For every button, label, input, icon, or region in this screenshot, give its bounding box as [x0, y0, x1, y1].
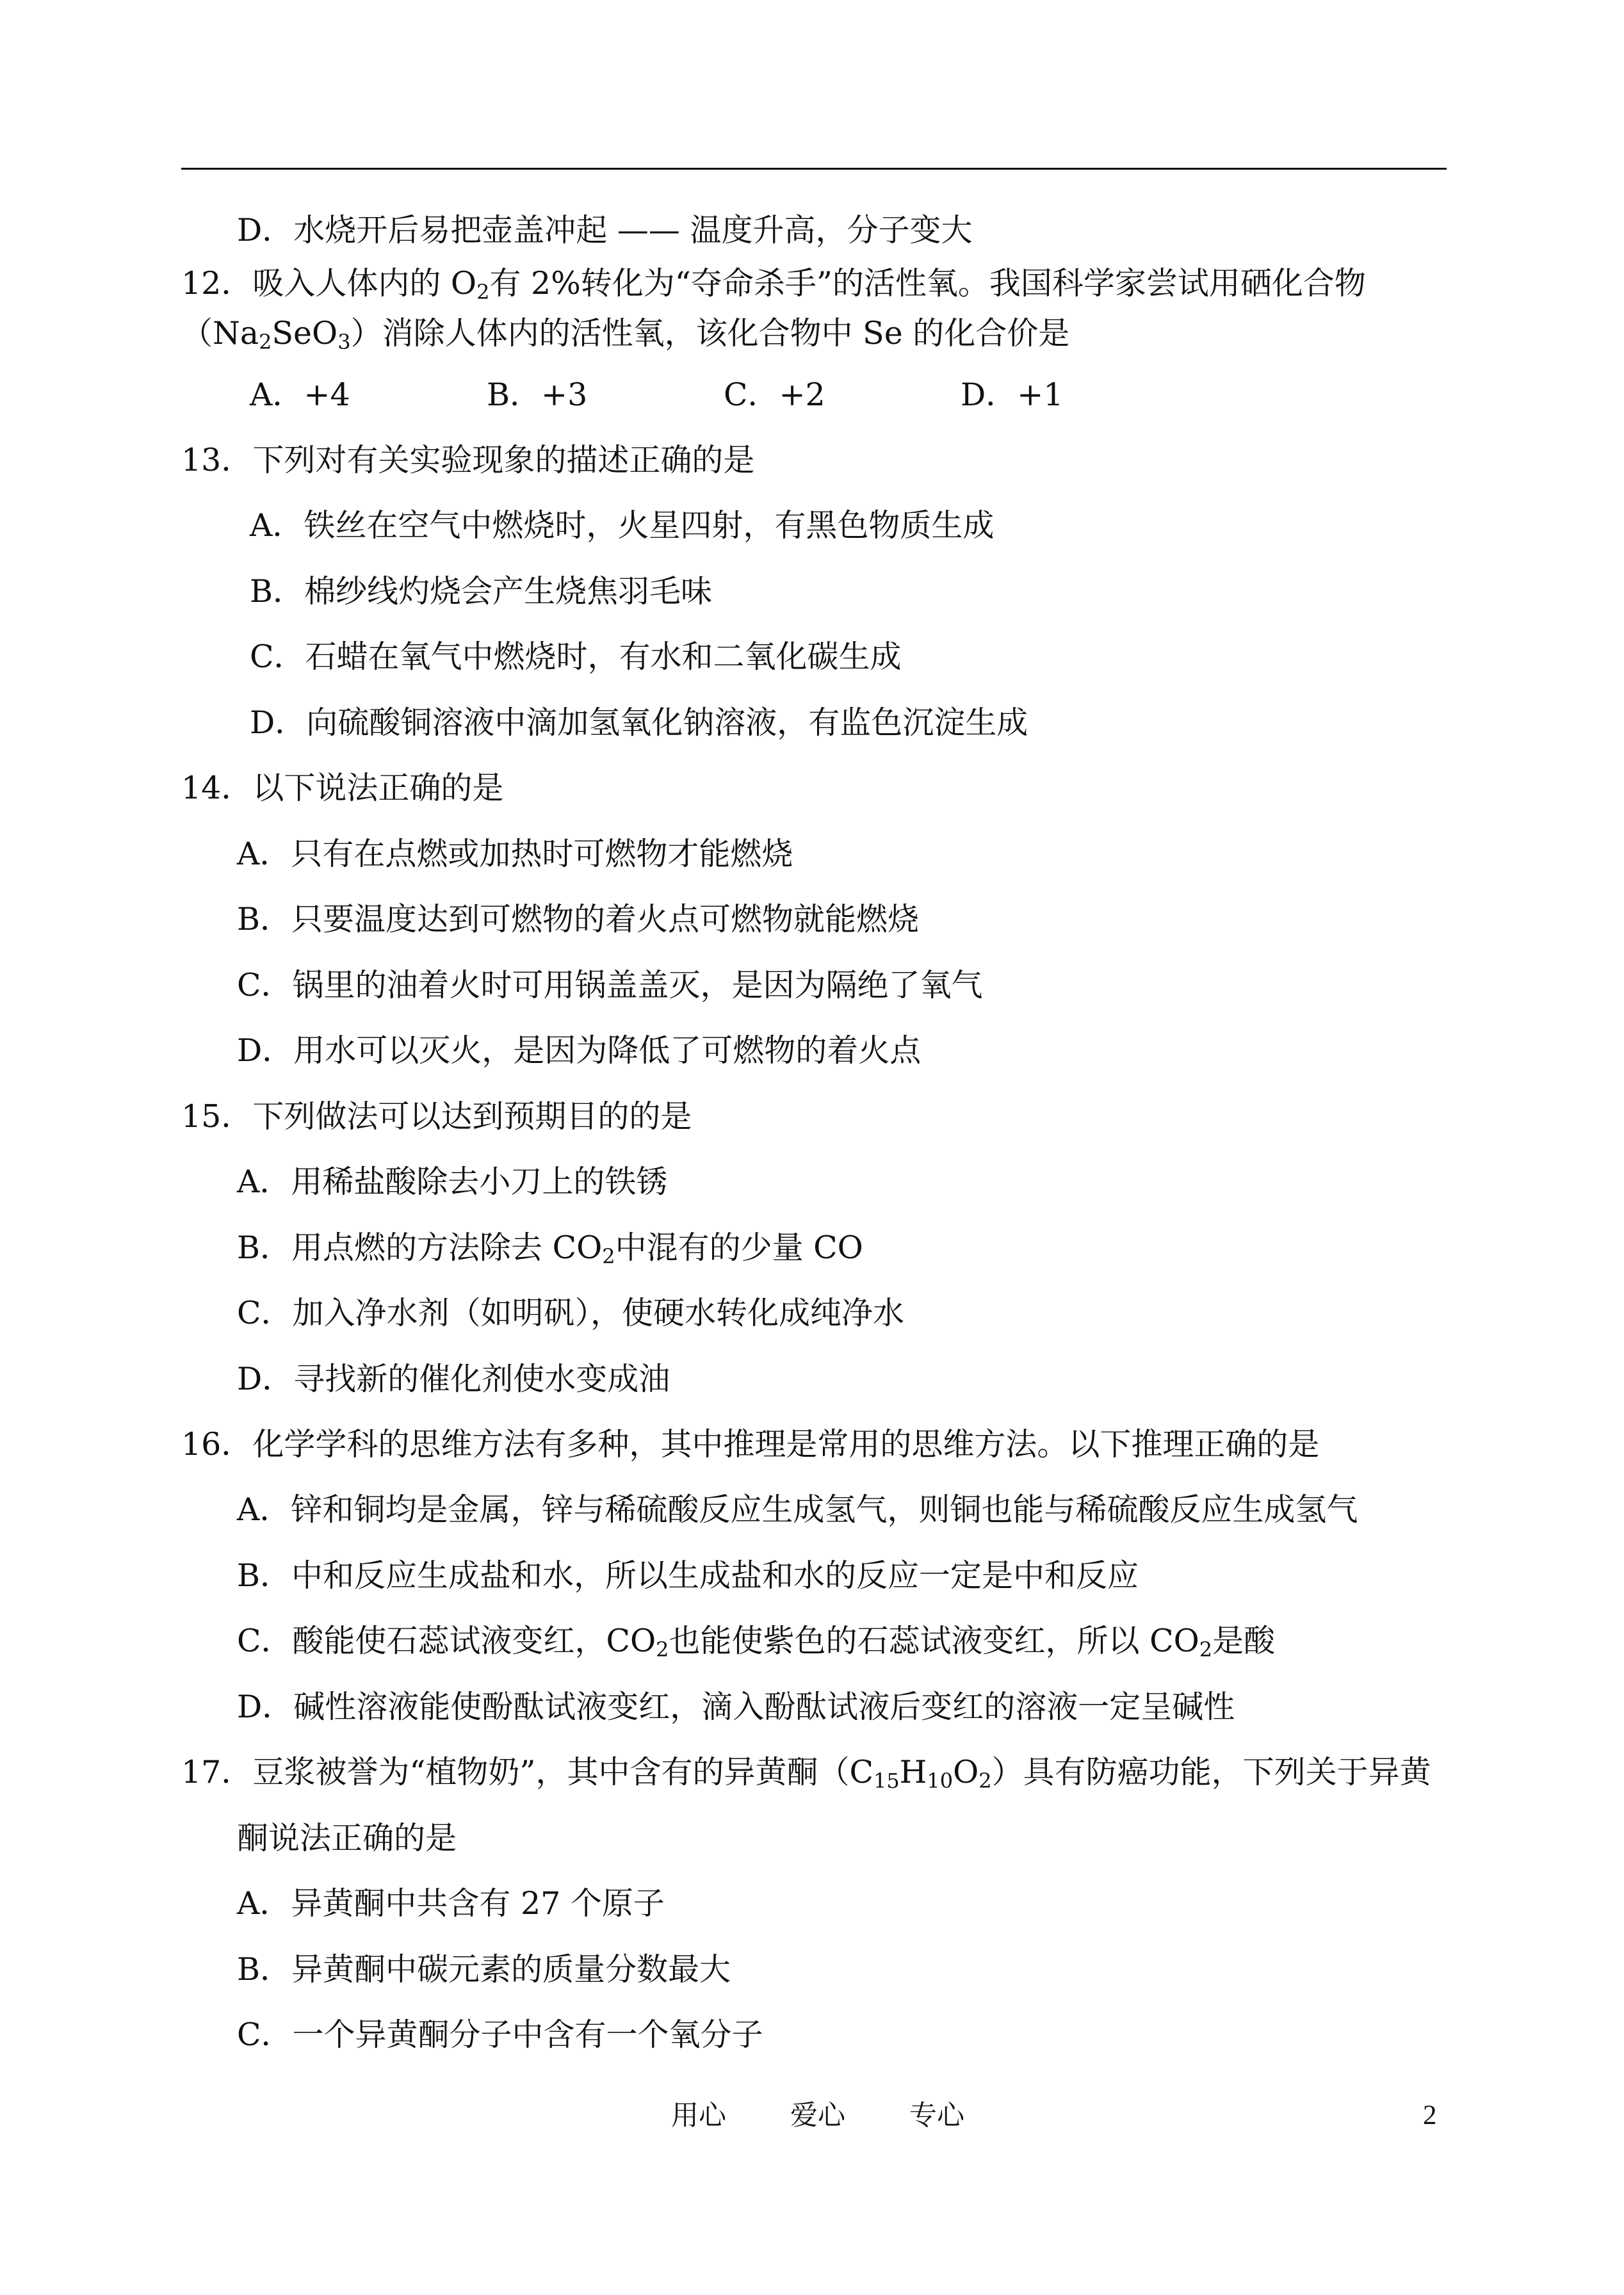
q13-option-b: B．棉纱线灼烧会产生烧焦羽毛味 — [250, 573, 713, 610]
q13-option-c: C．石蜡在氧气中燃烧时，有水和二氧化碳生成 — [250, 638, 902, 675]
q16-option-d: D．碱性溶液能使酚酞试液变红，滴入酚酞试液后变红的溶液一定呈碱性 — [237, 1689, 1235, 1725]
q15-option-c: C．加入净水剂（如明矾），使硬水转化成纯净水 — [237, 1295, 904, 1331]
q12-option-a: A．+4 — [250, 377, 350, 413]
q17-option-c: C．一个异黄酮分子中含有一个氧分子 — [237, 2016, 763, 2053]
q15-stem: 15．下列做法可以达到预期目的的是 — [181, 1098, 692, 1135]
page-number: 2 — [1423, 2100, 1437, 2130]
q14-option-b: B．只要温度达到可燃物的着火点可燃物就能燃烧 — [237, 901, 920, 937]
q17-stem-line-1: 17．豆浆被誉为“植物奶”，其中含有的异黄酮$(C_{15}H_{10}O_2)$具有防癌功能，下列关于异黄 — [181, 1754, 1431, 1793]
footer-word-3: 专心 — [909, 2100, 964, 2132]
q12-option-b: B．+3 — [487, 377, 588, 413]
q13-option-d: D．向硫酸铜溶液中滴加氢氧化钠溶液，有监色沉淀生成 — [250, 704, 1028, 741]
q12-option-c: C．+2 — [724, 377, 825, 413]
q14-option-d: D．用水可以灭火，是因为降低了可燃物的着火点 — [237, 1032, 922, 1069]
header-rule — [181, 168, 1447, 170]
footer-word-1: 用心 — [671, 2100, 726, 2132]
q15-option-b: B．用点燃的方法除去 $CO_2$中混有的少量 CO — [237, 1229, 863, 1269]
q16-option-b: B．中和反应生成盐和水，所以生成盐和水的反应一定是中和反应 — [237, 1557, 1139, 1594]
q17-option-b: B．异黄酮中碳元素的质量分数最大 — [237, 1951, 731, 1988]
q11-option-d: D．水烧开后易把壶盖冲起 —— 温度升高，分子变大 — [237, 212, 973, 248]
q16-option-a: A．锌和铜均是金属，锌与稀硫酸反应生成氢气，则铜也能与稀硫酸反应生成氢气 — [237, 1491, 1358, 1528]
q14-option-c: C．锅里的油着火时可用锅盖盖灭，是因为隔绝了氧气 — [237, 967, 983, 1003]
q14-option-a: A．只有在点燃或加热时可燃物才能燃烧 — [237, 836, 793, 872]
q12-options — [250, 375, 1064, 415]
q12-option-d: D．+1 — [961, 377, 1064, 413]
q12-line-2: $(Na_2SeO_3)$消除人体内的活性氧，该化合物中 Se 的化合价是 — [181, 315, 1070, 354]
q16-option-c: C．酸能使石蕊试液变红，$CO_2$也能使紫色的石蕊试液变红，所以 $CO_2$是酸 — [237, 1623, 1276, 1662]
q16-stem: 16．化学学科的思维方法有多种，其中推理是常用的思维方法。以下推理正确的是 — [181, 1426, 1320, 1463]
footer-motto — [671, 2098, 964, 2134]
q17-stem-line-2: 酮说法正确的是 — [237, 1820, 457, 1856]
q13-option-a: A．铁丝在空气中燃烧时，火星四射，有黑色物质生成 — [250, 507, 995, 544]
q13-stem: 13．下列对有关实验现象的描述正确的是 — [181, 442, 755, 478]
q12-line-1: 12．吸入人体内的 $O_2$有 2%转化为“夺命杀手”的活性氧。我国科学家尝试用硒化合物 — [181, 265, 1366, 304]
q15-option-d: D．寻找新的催化剂使水变成油 — [237, 1361, 670, 1397]
footer-word-2: 爱心 — [790, 2100, 845, 2132]
q14-stem: 14．以下说法正确的是 — [181, 770, 504, 806]
q17-option-a: A．异黄酮中共含有 27 个原子 — [237, 1885, 665, 1922]
q15-option-a: A．用稀盐酸除去小刀上的铁锈 — [237, 1164, 668, 1200]
